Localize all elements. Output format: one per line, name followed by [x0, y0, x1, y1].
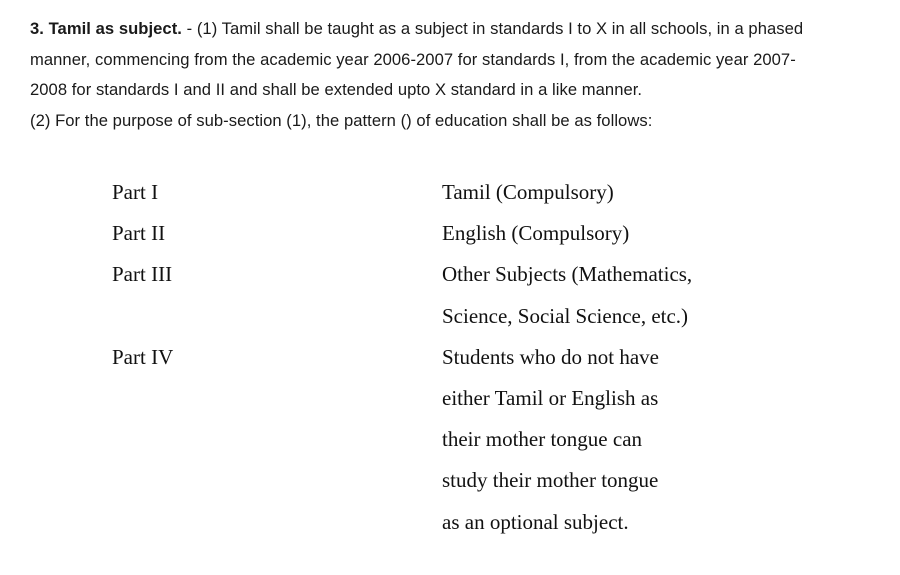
description-line: either Tamil or English as — [442, 386, 659, 411]
description-line: Science, Social Science, etc.) — [442, 303, 689, 328]
part-label: Part III — [112, 262, 173, 287]
section-heading: 3. Tamil as subject. — [30, 19, 182, 38]
paragraph-line-1 — [30, 14, 880, 45]
part-row — [112, 213, 692, 254]
description-line: Other Subjects (Mathematics, — [442, 262, 693, 287]
description-line: study their mother tongue — [442, 468, 659, 493]
paragraph-line-3: 2008 for standards I and II and shall be extended upto X standard in a like manner. — [30, 80, 643, 99]
part-label: Part II — [112, 221, 166, 246]
subsection-2-line: (2) For the purpose of sub-section (1), the pattern () of education shall be as follows: — [30, 110, 653, 130]
part-row — [112, 337, 692, 543]
description-line: Tamil (Compulsory) — [442, 180, 614, 204]
part-description — [442, 213, 692, 254]
part-label: Part I — [112, 180, 159, 204]
description-line: Students who do not have — [442, 344, 659, 369]
description-line: as an optional subject. — [442, 509, 629, 534]
description-line: their mother tongue can — [442, 427, 643, 452]
part-description — [442, 254, 692, 336]
paragraph-line-2: manner, commencing from the academic year 2006-2007 for standards I, from the academic year 2007- — [30, 49, 796, 69]
part-row — [112, 172, 692, 213]
part-row — [112, 254, 692, 336]
part-description — [442, 337, 692, 543]
section-3-text — [30, 14, 880, 136]
part-description — [442, 172, 692, 213]
paragraph-text: - (1) Tamil shall be taught as a subject in standards I to X in all schools, in a phased — [181, 19, 804, 38]
description-line: English (Compulsory) — [442, 221, 630, 246]
education-pattern-table — [112, 172, 692, 543]
part-label: Part IV — [112, 344, 174, 369]
